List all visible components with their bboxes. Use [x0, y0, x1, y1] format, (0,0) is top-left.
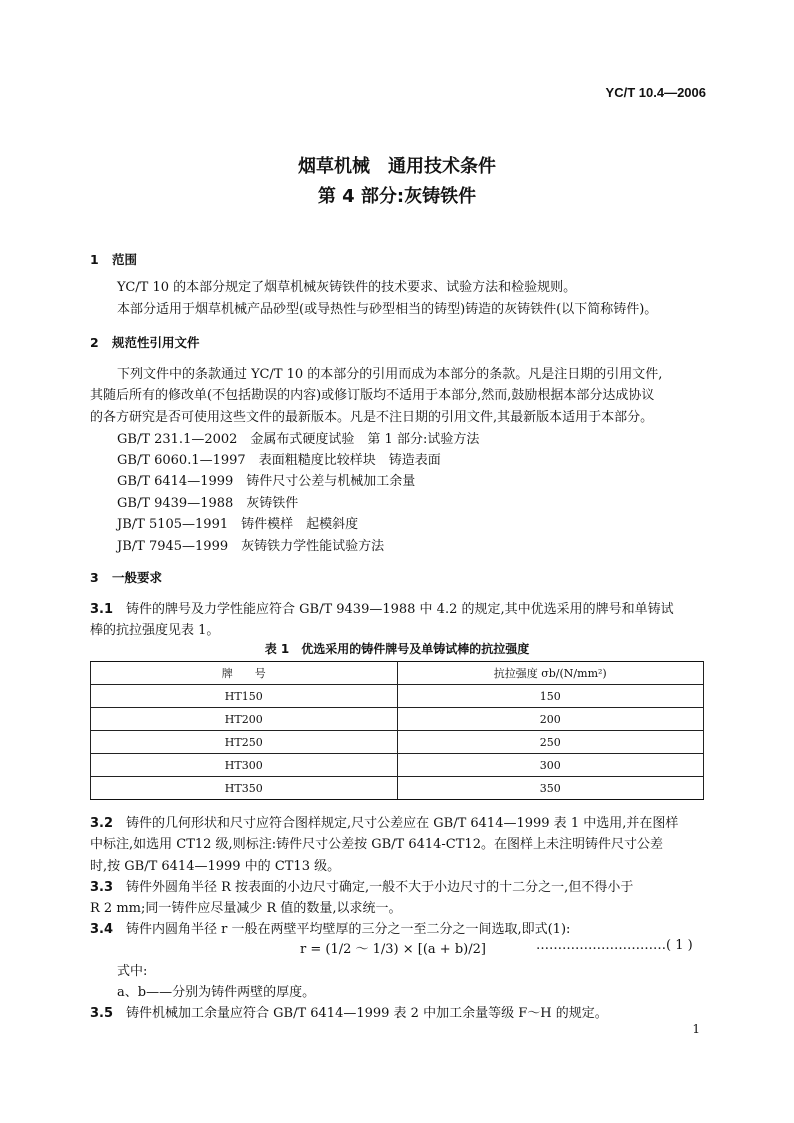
table-row: [91, 754, 704, 777]
strength-cell: 150: [397, 685, 704, 708]
section-title: 规范性引用文件: [112, 335, 200, 350]
table-row: [91, 708, 704, 731]
clause-3-5: [90, 1002, 608, 1021]
variable-definition: a、b——分别为铸件两壁的厚度。: [117, 985, 316, 1000]
document-title-line2: 第 4 部分:灰铸铁件: [317, 186, 477, 207]
strength-cell: 350: [397, 777, 704, 800]
strength-cell: 250: [397, 731, 704, 754]
page-number: 1: [692, 1022, 700, 1036]
paragraph-line: 其随后所有的修改单(不包括勘误的内容)或修订版均不适用于本部分,然而,鼓励根据本部分达成协议: [90, 388, 655, 403]
formula-number: …………………………( 1 ): [536, 938, 693, 953]
table-caption: 表 1 优选采用的铸件牌号及单铸试棒的抗拉强度: [264, 642, 530, 656]
section-3-heading: [90, 568, 162, 586]
clause-text: 铸件的牌号及力学性能应符合 GB/T 9439—1988 中 4.2 的规定,其中优选采用的牌号和单铸试: [126, 602, 674, 617]
reference-item: JB/T 5105—1991 铸件模样 起模斜度: [117, 517, 359, 532]
clause-3-2: [90, 812, 678, 831]
clause-text: 铸件的几何形状和尺寸应符合图样规定,尺寸公差应在 GB/T 6414—1999 表 1 中选用,并在图样: [126, 816, 679, 831]
section-2-heading: [90, 333, 200, 351]
paragraph-line: 棒的抗拉强度见表 1。: [90, 623, 220, 638]
clause-text: 铸件内圆角半径 r 一般在两壁平均壁厚的三分之一至二分之一间选取,即式(1):: [126, 922, 571, 937]
clause-3-1: [90, 598, 674, 617]
strength-cell: 300: [397, 754, 704, 777]
reference-item: GB/T 231.1—2002 金属布式硬度试验 第 1 部分:试验方法: [117, 432, 480, 447]
table-row: [91, 777, 704, 800]
strength-cell: 200: [397, 708, 704, 731]
section-number: 2: [90, 335, 99, 350]
grade-strength-table: [90, 661, 704, 800]
table-row: [91, 685, 704, 708]
section-title: 一般要求: [112, 570, 163, 585]
section-1-heading: [90, 250, 137, 268]
reference-item: GB/T 6414—1999 铸件尺寸公差与机械加工余量: [117, 474, 416, 489]
reference-item: GB/T 9439—1988 灰铸铁件: [117, 496, 299, 511]
paragraph: 本部分适用于烟草机械产品砂型(或导热性与砂型相当的铸型)铸造的灰铸铁件(以下简称铸件)。: [117, 302, 658, 317]
document-title-line1: 烟草机械 通用技术条件: [298, 156, 496, 177]
paragraph-line: 下列文件中的条款通过 YC/T 10 的本部分的引用而成为本部分的条款。凡是注日期的引用文件,: [117, 367, 663, 382]
grade-cell: HT300: [91, 754, 398, 777]
paragraph: YC/T 10 的本部分规定了烟草机械灰铸铁件的技术要求、试验方法和检验规则。: [117, 280, 577, 295]
section-title: 范围: [112, 252, 138, 267]
clause-text: 铸件外圆角半径 R 按表面的小边尺寸确定,一般不大于小边尺寸的十二分之一,但不得小于: [126, 880, 634, 895]
clause-number: 3.3: [90, 880, 114, 895]
standard-number: YC/T 10.4—2006: [605, 85, 706, 100]
column-header-strength: 抗拉强度 σb/(N/mm²): [397, 662, 704, 685]
section-number: 1: [90, 252, 99, 267]
grade-cell: HT350: [91, 777, 398, 800]
paragraph-line: 的各方研究是否可使用这些文件的最新版本。凡是不注日期的引用文件,其最新版本适用于本部分。: [90, 410, 654, 425]
clause-number: 3.2: [90, 816, 114, 831]
clause-number: 3.5: [90, 1006, 114, 1021]
column-header-grade: 牌 号: [91, 662, 398, 685]
table-header-row: [91, 662, 704, 685]
reference-item: JB/T 7945—1999 灰铸铁力学性能试验方法: [117, 539, 385, 554]
grade-cell: HT200: [91, 708, 398, 731]
clause-number: 3.4: [90, 922, 114, 937]
clause-3-4: [90, 918, 570, 937]
reference-item: GB/T 6060.1—1997 表面粗糙度比较样块 铸造表面: [117, 453, 441, 468]
formula-1: r = (1/2 ～ 1/3) × [(a + b)/2]: [300, 942, 486, 957]
paragraph-line: 中标注,如选用 CT12 级,则标注:铸件尺寸公差按 GB/T 6414-CT12。在图样上未注明铸件尺寸公差: [90, 837, 663, 852]
grade-cell: HT250: [91, 731, 398, 754]
paragraph-line: R 2 mm;同一铸件应尽量减少 R 值的数量,以求统一。: [90, 901, 402, 916]
clause-3-3: [90, 876, 633, 895]
paragraph-line: 时,按 GB/T 6414—1999 中的 CT13 级。: [90, 859, 341, 874]
where-label: 式中:: [117, 964, 148, 979]
clause-text: 铸件机械加工余量应符合 GB/T 6414—1999 表 2 中加工余量等级 F～H 的规定。: [126, 1006, 608, 1021]
section-number: 3: [90, 570, 99, 585]
table-row: [91, 731, 704, 754]
clause-number: 3.1: [90, 602, 114, 617]
grade-cell: HT150: [91, 685, 398, 708]
